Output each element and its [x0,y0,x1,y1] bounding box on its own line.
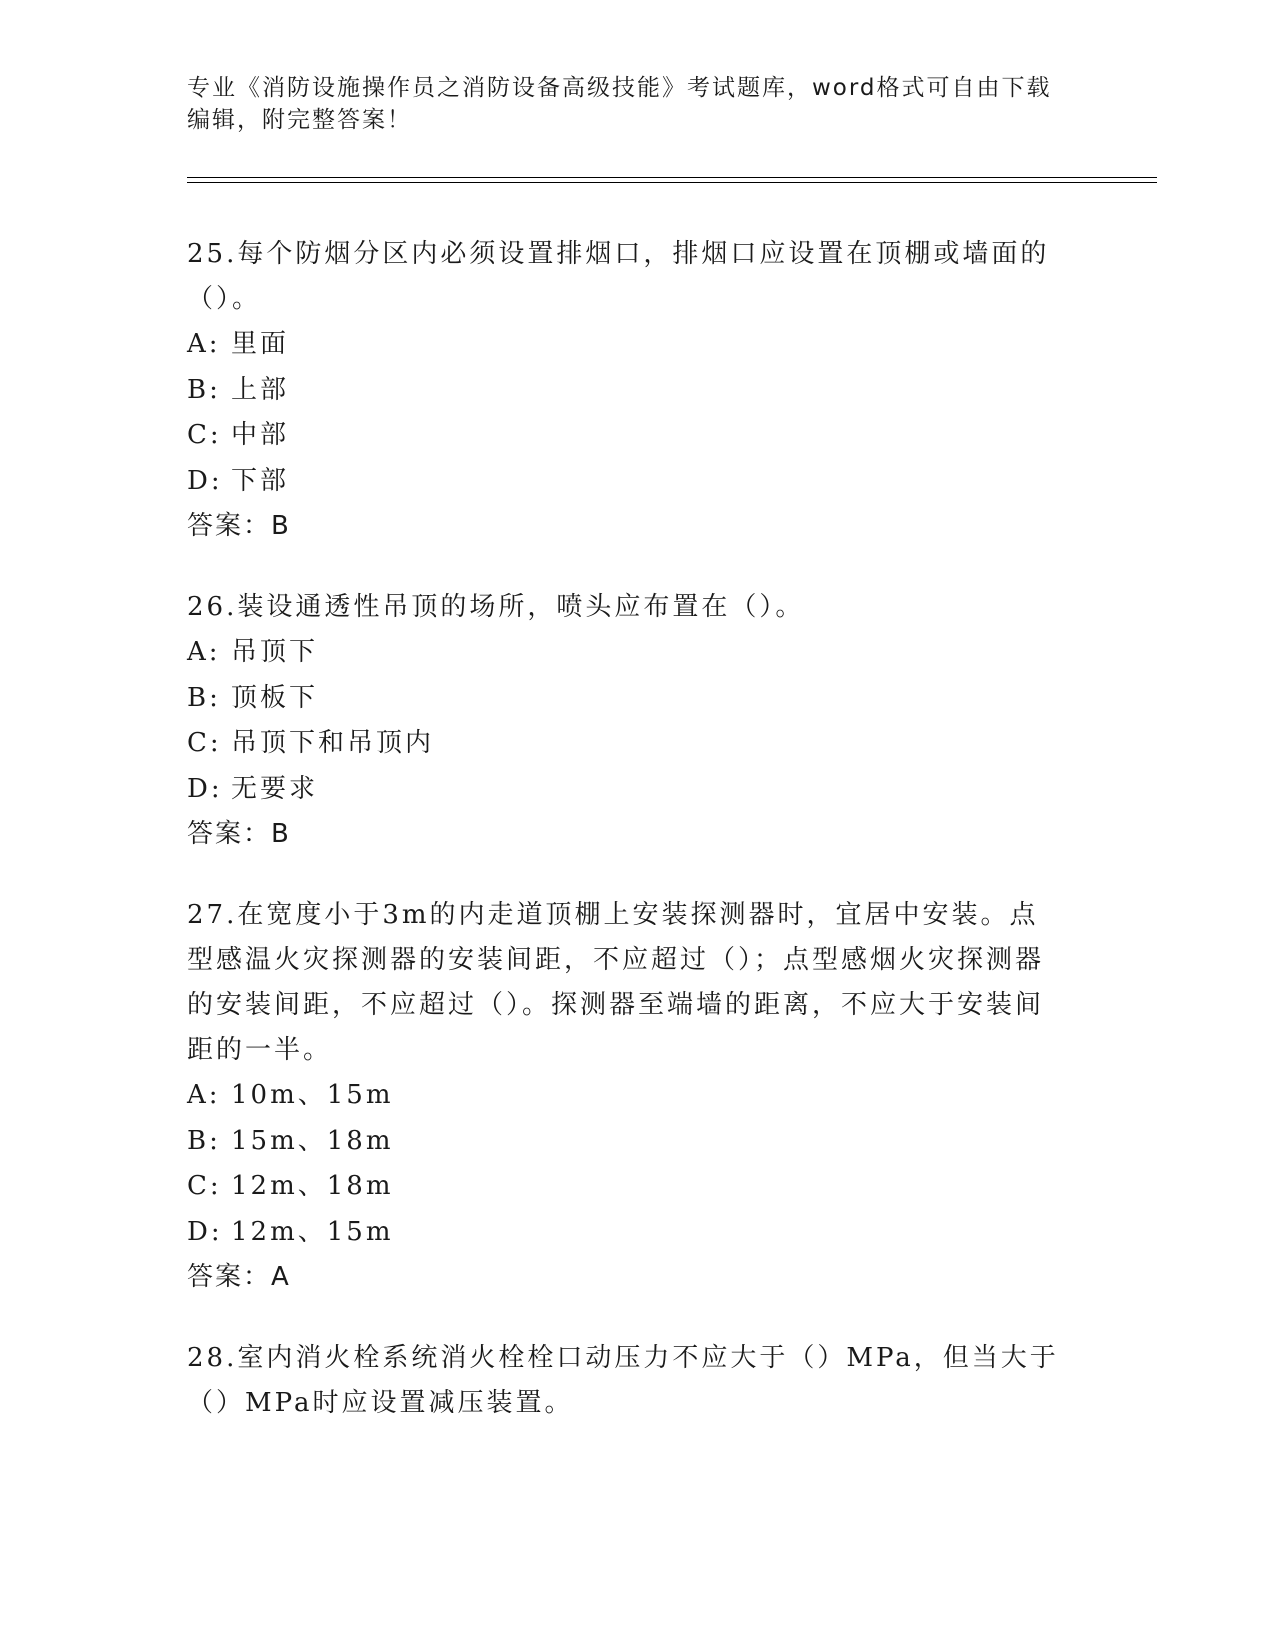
answer-line: 答案：B [187,511,291,541]
document-header: 专业《消防设施操作员之消防设备高级技能》考试题库，word格式可自由下载编辑，附完整答案！ [187,75,1052,133]
option-d [187,767,1067,813]
option-letter: C: [187,728,222,758]
option-text: 10m、15m [231,1080,394,1110]
option-text: 上部 [231,374,290,405]
option-letter: D: [187,1216,223,1247]
option-letter: A: [187,1080,221,1110]
option-text: 顶板下 [231,682,319,713]
option-c [187,1164,1067,1210]
option-letter: C: [187,420,222,450]
option-d [187,1210,1067,1256]
question-27 [187,893,1067,1300]
question-25 [187,232,1067,549]
option-text: 12m、15m [231,1216,394,1247]
option-text: 吊顶下 [231,637,319,667]
option-c [187,413,1067,459]
question-list [187,232,1067,1462]
option-b [187,1119,1067,1165]
question-26 [187,585,1067,857]
option-a [187,1073,1067,1119]
option-letter: D: [187,773,223,804]
option-text: 12m、18m [231,1171,394,1201]
header-rule-bottom [187,182,1157,183]
answer-line: 答案：A [187,1262,291,1292]
option-a [187,322,1067,368]
option-a [187,630,1067,676]
question-text: 27.在宽度小于3m的内走道顶棚上安装探测器时，宜居中安装。点型感温火灾探测器的安装间距，不应超过（）；点型感烟火灾探测器的安装间距，不应超过（）。探测器至端墙的距离，不应大于安装间距的一半。 [187,900,1045,1065]
option-c [187,721,1067,767]
option-text: 中部 [231,420,290,450]
option-text: 下部 [231,465,290,496]
option-b [187,676,1067,722]
option-text: 15m、18m [231,1125,394,1156]
option-letter: B: [187,374,221,405]
option-text: 吊顶下和吊顶内 [231,728,435,758]
question-text: 25.每个防烟分区内必须设置排烟口，排烟口应设置在顶棚或墙面的（）。 [187,239,1050,314]
option-letter: B: [187,682,221,713]
option-letter: B: [187,1125,221,1156]
question-text: 26.装设通透性吊顶的场所，喷头应布置在（）。 [187,592,805,622]
option-letter: D: [187,465,223,496]
option-b [187,368,1067,414]
option-text: 无要求 [231,773,319,804]
answer-line: 答案：B [187,819,291,849]
option-text: 里面 [231,329,290,359]
option-d [187,459,1067,505]
option-letter: A: [187,637,221,667]
option-letter: A: [187,329,221,359]
question-text: 28.室内消火栓系统消火栓栓口动压力不应大于（）MPa，但当大于（）MPa时应设置减压装置。 [187,1343,1059,1418]
header-rule-top [187,177,1157,178]
option-letter: C: [187,1171,222,1201]
question-28 [187,1336,1067,1426]
